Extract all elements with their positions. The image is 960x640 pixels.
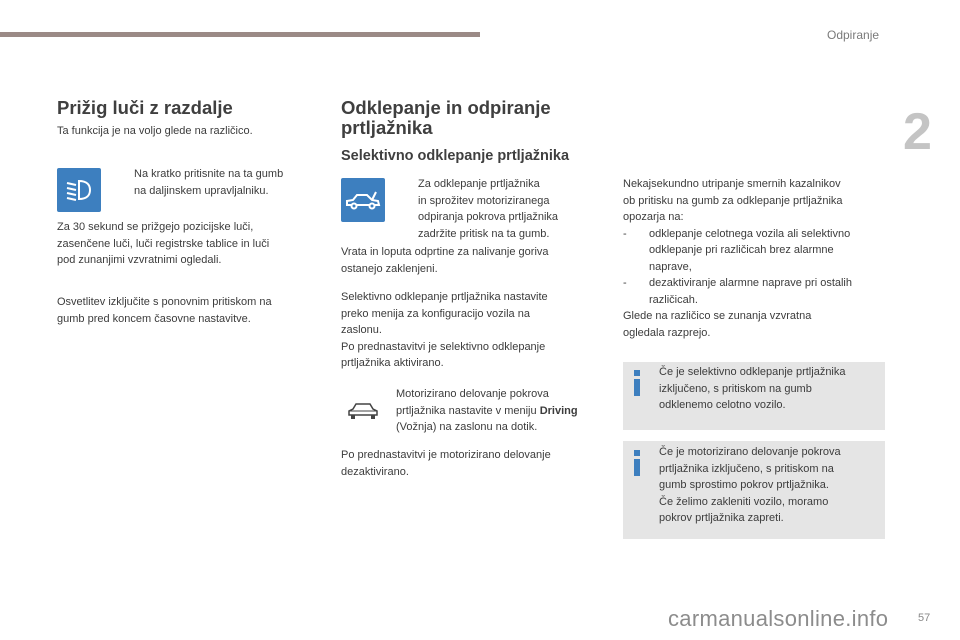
boot-unlocking-title: Odklepanje in odpiranje prtljažnika [341, 97, 551, 138]
motorised-default-note: Po prednastavitvi je motorizirano delovanje dezaktivirano. [341, 449, 551, 478]
info-icon [633, 370, 641, 396]
remote-lights-duration: Za 30 sekund se prižgejo pozicijske luči, zasenčene luči, luči registrske tablice in luči pod zunanjimi vzvratnimi ogledali. [57, 221, 270, 266]
page-number: 57 [918, 612, 931, 624]
info-box-motorised-text: Če je motorizirano delovanje pokrova prtljažnika izključeno, s pritiskom na gumb sprostimo pokrov prtljažnika. Če želimo zakleniti vozilo, moramo pokrov prtljažnika zapreti. [659, 446, 841, 524]
boot-unlock-instruction: Za odklepanje prtljažnika in sprožitev motoriziranega odpiranja pokrova prtljažnika zadržite pritisk na ta gumb. [418, 178, 559, 240]
fuel-flap-note: Vrata in loputa odprtine za nalivanje goriva ostanejo zaklenjeni. [341, 246, 549, 275]
remote-lights-instruction: Na kratko pritisnite na ta gumb na daljinskem upravljalniku. [134, 168, 284, 197]
chapter-number: 2 [903, 103, 932, 161]
info-box-selective [623, 362, 885, 430]
info-box-selective-text: Če je selektivno odklepanje prtljažnika izključeno, s pritiskom na gumb odklenemo celotno vozilo. [659, 366, 846, 411]
remote-lights-switch-off: Osvetlitev izključite s ponovnim pritiskom na gumb pred koncem časovne nastavitve. [57, 296, 272, 325]
selective-unlocking-subtitle: Selektivno odklepanje prtljažnika [341, 148, 570, 164]
watermark: carmanualsonline.info [668, 606, 889, 631]
indicator-flash-text: Nekajsekundno utripanje smernih kazalnikov ob pritisku na gumb za odklepanje prtljažnika opozarja na: - odklepanje celotnega vozila ali selektivno odklepanje pri različicah brez alarmne naprave, - dezaktiviranje alarmne naprave pri ostalih različicah. Glede na različico se zunanja vzvratna ogledala razprejo. [623, 178, 852, 339]
open-trunk-car-icon [341, 178, 385, 222]
car-outline-icon [346, 400, 380, 422]
selective-unlock-settings: Selektivno odklepanje prtljažnika nastavite preko menija za konfiguracijo vozila na zaslonu. Po prednastavitvi je selektivno odklepanje prtljažnika aktivirano. [341, 291, 548, 369]
remote-lights-title: Prižig luči z razdalje [57, 97, 233, 118]
section-title: Odpiranje [827, 28, 880, 42]
motorised-tailgate-setting: Motorizirano delovanje pokrova prtljažnika nastavite v meniju Driving (Vožnja) na zaslonu na dotik. [396, 388, 578, 433]
remote-lights-intro: Ta funkcija je na voljo glede na različico. [57, 125, 253, 137]
info-icon [633, 450, 641, 476]
info-box-motorised [623, 441, 885, 539]
low-beam-headlamp-icon [57, 168, 101, 212]
header-bar [0, 32, 480, 37]
